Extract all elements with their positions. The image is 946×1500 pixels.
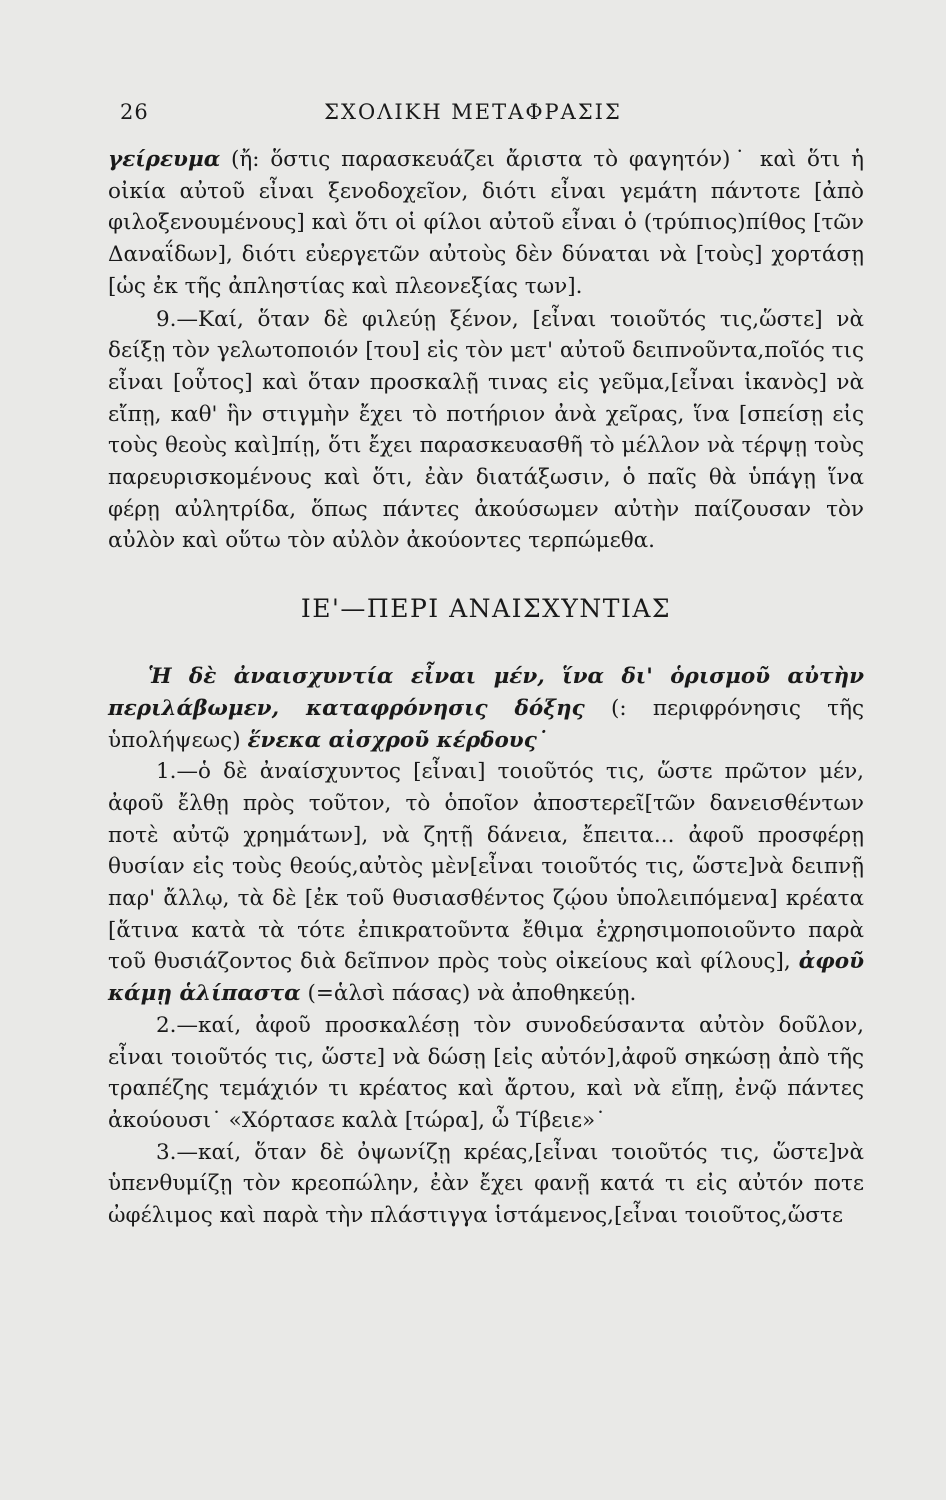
page-number: 26 [120, 100, 149, 124]
intro-lemma: γείρευμα [108, 147, 221, 172]
section-heading: ΙΕ'—ΠΕΡΙ ΑΝΑΙΣΧΥΝΤΙΑΣ [300, 594, 672, 624]
paragraph-9: 9.—Καί, ὅταν δὲ φιλεύῃ ξένον, [εἶναι τοιοῦτός τις,ὥστε] νὰ δείξῃ τὸν γελωτοποιόν [του] εἰς τὸν μετ' αὐτοῦ δειπνοῦντα,ποῖός τις εἶναι [οὗτος] καὶ ὅταν προσκαλῇ τινας εἰς γεῦμα,[εἶναι ἱκανὸς] νὰ εἴπῃ, καθ' ἣν στιγμὴν ἔχει τὸ ποτήριον ἀνὰ χεῖρας, ἵνα [σπείσῃ εἰς τοὺς θεοὺς καὶ]πίῃ, ὅτι ἔχει παρασκευασθῆ τὸ μέλλον νὰ τέρψῃ τοὺς παρευρισκομένους καὶ ὅτι, ἐὰν διατάξωσιν, ὁ παῖς θὰ ὑπάγῃ ἵνα φέρῃ αὐλητρίδα, ὅπως πάντες ἀκούσωμεν αὐτὴν παίζουσαν τὸν αὐλὸν καὶ οὕτω τὸν αὐλὸν ἀκούοντες τερπώμεθα. [108, 306, 864, 554]
paragraph-2: 2.—καί, ἀφοῦ προσκαλέσῃ τὸν συνοδεύσαντα αὐτὸν δοῦλον, εἶναι τοιοῦτός τις, ὥστε] νὰ δώσῃ [εἰς αὐτόν],ἀφοῦ σηκώσῃ ἀπὸ τῆς τραπέζης τεμάχιόν τι κρέατος καὶ ἄρτου, καὶ νὰ εἴπῃ, ἐνῷ πάντες ἀκούουσι˙ «Χόρτασε καλὰ [τώρα], ὦ Τίβειε»˙ [108, 1012, 864, 1133]
paragraph-1-end: (=ἁλσὶ πάσας) νὰ ἀποθηκεύῃ. [300, 981, 637, 1007]
definition-paragraph [108, 661, 864, 756]
definition-lemma: Ἡ δὲ ἀναισχυντία εἶναι μέν, ἵνα δι' ὁρισμοῦ αὐτὴν περιλάβωμεν, καταφρόνησις δόξης [108, 664, 864, 721]
paragraph-1-text: 1.—ὁ δὲ ἀναίσχυντος [εἶναι] τοιοῦτός τις, ὥστε πρῶτον μέν, ἀφοῦ ἔλθῃ πρὸς τοῦτον, τὸ ὁποῖον ἀποστερεῖ[τῶν δανεισθέντων ποτὲ αὐτῷ χρημάτων], νὰ ζητῇ δάνεια, ἔπειτα... ἀφοῦ προσφέρῃ θυσίαν εἰς τοὺς θεούς,αὐτὸς μὲν[εἶναι τοιοῦτός τις, ὥστε]νὰ δειπνῇ παρ' ἄλλῳ, τὰ δὲ [ἐκ τοῦ θυσιασθέντος ζῴου ὑπολειπόμενα] κρέατα [ἅτινα κατὰ τὰ τότε ἐπικρατοῦντα ἔθιμα ἐχρησιμοποιοῦντο παρὰ τοῦ θυσιάζοντος διὰ δεῖπνον πρὸς τοὺς οἰκείους καὶ φίλους], [108, 759, 864, 975]
intro-paragraph [108, 144, 864, 303]
paragraph-3: 3.—καί, ὅταν δὲ ὀψωνίζῃ κρέας,[εἶναι τοιοῦτός τις, ὥστε]νὰ ὑπενθυμίζῃ τὸν κρεοπώλην, ἐὰν ἔχει φανῇ κατά τι εἰς αὐτόν ποτε ὠφέλιμος καὶ παρὰ τὴν πλάστιγγα ἱστάμενος,[εἶναι τοιοῦτος,ὥστε [108, 1139, 864, 1229]
page-header [0, 100, 946, 130]
paragraph-1 [108, 756, 864, 1010]
paragraph-1-lemma: ἀφοῦ κάμῃ ἁλίπαστα [108, 949, 864, 1007]
intro-text: (ἤ: ὅστις παρασκευάζει ἄριστα τὸ φαγητόν)˙ καὶ ὅτι ἡ οἰκία αὐτοῦ εἶναι ξενοδοχεῖον, διότι εἶναι γεμάτη πάντοτε [ἀπὸ φιλοξενουμένους] καὶ ὅτι οἱ φίλοι αὐτοῦ εἶναι ὁ (τρύπιος)πίθος [τῶν Δαναΐδων], διότι εὐεργετῶν αὐτοὺς δὲν δύναται νὰ [τοὺς] χορτάσῃ [ὡς ἐκ τῆς ἀπληστίας καὶ πλεονεξίας των]. [108, 147, 864, 299]
page-body [108, 144, 864, 1232]
running-title: ΣΧΟΛΙΚΗ ΜΕΤΑΦΡΑΣΙΣ [324, 100, 622, 124]
definition-lemma-end: ἕνεκα αἰσχροῦ κέρδους˙ [247, 727, 548, 753]
definition-gloss: (: περιφρόνησις τῆς ὑπολήψεως) [108, 695, 864, 753]
